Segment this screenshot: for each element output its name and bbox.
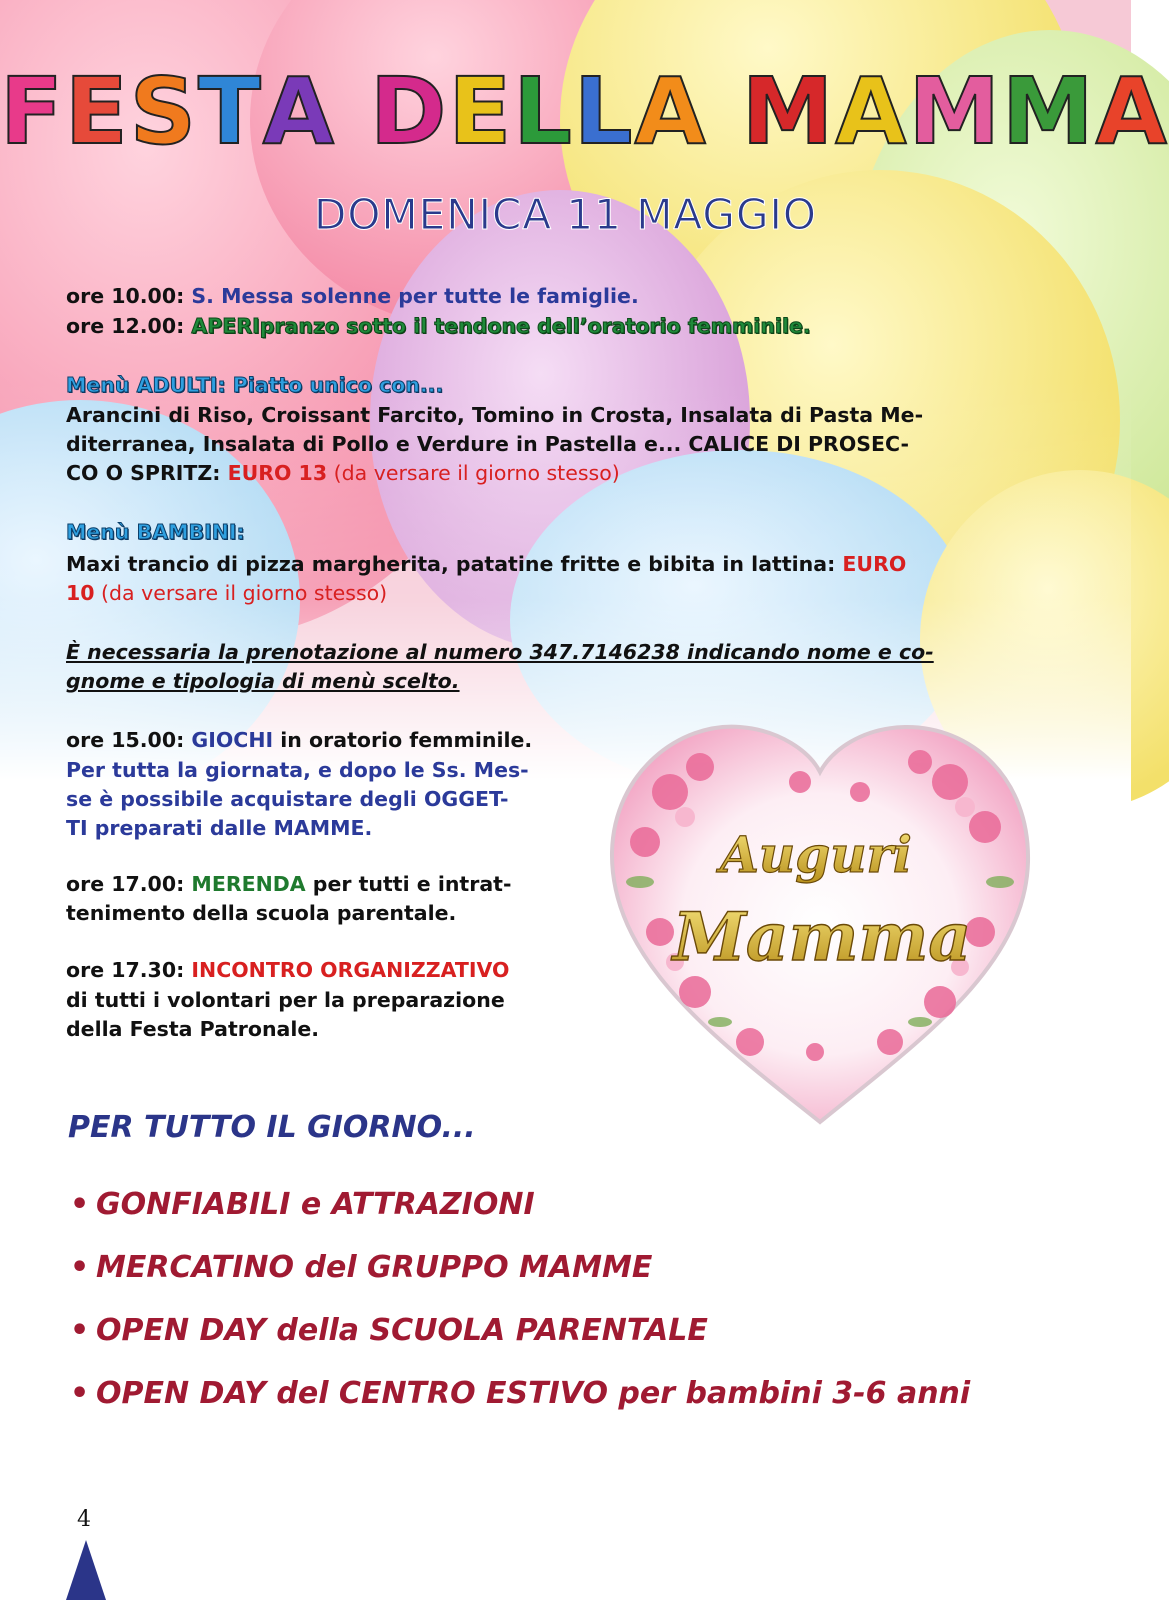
games-label: GIOCHI [191, 728, 274, 752]
meeting-text: di tutti i volontari per la preparazione [66, 988, 505, 1012]
title-letter: S [129, 58, 198, 165]
title-letter: A [835, 58, 909, 165]
list-item-text: OPEN DAY del CENTRO ESTIVO per bambini 3-6 anni [96, 1376, 971, 1411]
time-label: ore 10.00: [66, 284, 192, 308]
balloon-greeting-line2: Mamma [672, 898, 972, 976]
event-date: DOMENICA 11 MAGGIO [314, 190, 817, 239]
snack-label: MERENDA [191, 872, 306, 896]
list-item [70, 1313, 708, 1348]
title-letter: A [262, 58, 336, 165]
schedule-line-snack [66, 869, 512, 899]
schedule-line-meeting [66, 955, 509, 985]
page-title [0, 58, 1169, 165]
heart-balloon-image [600, 722, 1040, 1132]
allday-heading: PER TUTTO IL GIORNO... [68, 1110, 476, 1145]
title-letter: L [513, 58, 574, 165]
title-letter [708, 58, 742, 165]
time-label: ore 12.00: [66, 314, 192, 338]
bullet: • [70, 1187, 90, 1222]
s-label: S. [191, 284, 214, 308]
market-text: Per tutta la giornata, e dopo le Ss. Mes- [66, 758, 529, 782]
title-letter: A [634, 58, 708, 165]
title-letter: E [448, 58, 514, 165]
kids-menu-line [66, 578, 387, 608]
title-letter: A [1095, 58, 1169, 165]
title-letter: D [369, 58, 449, 165]
booking-note: È necessaria la prenotazione al numero 347.7146238 indicando nome e co- [66, 640, 934, 664]
corner-triangle-decoration [66, 1540, 106, 1600]
schedule-line-lunch [66, 311, 811, 341]
games-text: in oratorio femminile. [273, 728, 533, 752]
title-letter: L [573, 58, 635, 165]
meeting-text: della Festa Patronale. [66, 1017, 320, 1041]
market-text: TI preparati dalle MAMME. [66, 816, 373, 840]
adult-menu-line: Arancini di Riso, Croissant Farcito, Tomino in Crosta, Insalata di Pasta Me- [66, 403, 924, 427]
meeting-label: INCONTRO ORGANIZZATIVO [191, 958, 510, 982]
list-item-text: GONFIABILI e ATTRAZIONI [96, 1187, 535, 1222]
title-letter: T [197, 58, 263, 165]
drink-text: CO O SPRITZ: [66, 461, 228, 485]
bullet: • [70, 1250, 90, 1285]
kids-price-value: 10 [66, 581, 95, 605]
balloon-greeting-line1: Auguri [720, 825, 912, 884]
payment-note: (da versare il giorno stesso) [327, 461, 620, 485]
adult-menu-line: diterranea, Insalata di Pollo e Verdure in Pastella e... CALICE DI PROSEC- [66, 432, 910, 456]
title-letter: E [64, 58, 130, 165]
list-item-text: OPEN DAY della SCUOLA PARENTALE [96, 1313, 708, 1348]
title-letter: F [0, 58, 65, 165]
kids-menu-text: Maxi trancio di pizza margherita, patatine fritte e bibita in lattina: [66, 552, 843, 576]
title-letter: M [908, 58, 1003, 165]
list-item [70, 1250, 652, 1285]
bullet: • [70, 1313, 90, 1348]
list-item-text: MERCATINO del GRUPPO MAMME [96, 1250, 653, 1285]
time-label: ore 17.00: [66, 872, 192, 896]
title-letter: M [1002, 58, 1096, 165]
list-item [70, 1187, 535, 1222]
title-letter: M [741, 58, 836, 165]
schedule-line-games [66, 725, 532, 755]
page-number: 4 [77, 1507, 91, 1532]
payment-note: (da versare il giorno stesso) [94, 581, 388, 605]
schedule-line-mass [66, 281, 639, 311]
market-text: se è possibile acquistare degli OGGET- [66, 787, 509, 811]
snack-text: per tutti e intrat- [305, 872, 512, 896]
snack-text: tenimento della scuola parentale. [66, 901, 457, 925]
adult-price: EURO 13 [227, 461, 328, 485]
booking-note: gnome e tipologia di menù scelto. [66, 669, 460, 693]
kids-menu-line [66, 549, 906, 579]
kids-menu-heading: Menù BAMBINI: [66, 520, 245, 544]
mass-text: Messa solenne per tutte le famiglie. [213, 284, 639, 308]
time-label: ore 17.30: [66, 958, 192, 982]
adult-menu-heading: Menù ADULTI: Piatto unico con... [66, 373, 444, 397]
list-item [70, 1376, 970, 1411]
title-letter [336, 58, 370, 165]
kids-price: EURO [842, 552, 907, 576]
adult-menu-line [66, 458, 620, 488]
lunch-text: APERIpranzo sotto il tendone dell’oratorio femminile. [191, 314, 811, 338]
time-label: ore 15.00: [66, 728, 192, 752]
bullet: • [70, 1376, 90, 1411]
